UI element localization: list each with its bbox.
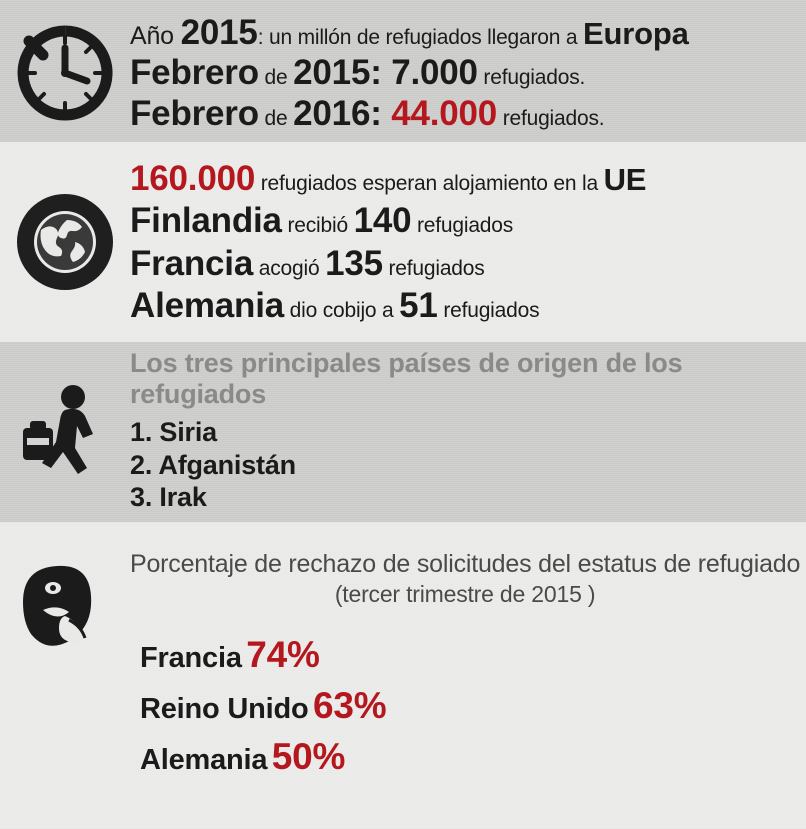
arrivals-text-block <box>130 11 806 134</box>
housing-line-3-part-1: Francia <box>130 243 254 283</box>
globe-icon-container <box>0 192 130 292</box>
housing-line-1-part-2: refugiados esperan alojamiento en la <box>255 172 604 196</box>
band-arrivals <box>0 0 806 142</box>
housing-text-block <box>130 155 806 328</box>
housing-line-4-part-4: refugiados <box>437 298 540 322</box>
rejection-rows <box>130 634 800 778</box>
arrivals-line-1-part-4: Europa <box>583 16 689 52</box>
globe-icon <box>15 192 115 292</box>
origin-text-block <box>130 348 806 516</box>
rejection-country-3: Alemania <box>140 744 268 776</box>
arrivals-line-1 <box>130 14 792 51</box>
origin-item-2: 2. Afganistán <box>130 449 296 480</box>
housing-line-2-part-4: refugiados <box>411 214 514 238</box>
housing-line-2-part-1: Finlandia <box>130 201 282 241</box>
arrivals-line-1-part-3: : un millón de refugiados llegaron a <box>257 26 584 50</box>
band-housing <box>0 142 806 342</box>
housing-line-3 <box>130 245 792 282</box>
arrivals-line-2 <box>130 54 792 91</box>
migrant-icon-container <box>0 380 130 484</box>
housing-line-2-part-3: 140 <box>353 201 412 241</box>
arrivals-line-2-part-3: 2015: 7.000 <box>293 53 478 93</box>
rejection-percent-2: 63% <box>313 685 387 726</box>
arrivals-line-3-part-5: refugiados. <box>497 106 605 130</box>
housing-line-4-part-3: 51 <box>399 285 438 325</box>
rejection-country-1: Francia <box>140 642 242 674</box>
rejection-text-block <box>130 550 806 787</box>
rejection-row-2 <box>130 685 800 727</box>
rejection-subtitle: (tercer trimestre de 2015 ) <box>334 581 596 607</box>
origin-item-1: 1. Siria <box>130 417 217 448</box>
origin-item-3: 3. Irak <box>130 482 207 513</box>
arrivals-line-3-part-3: 2016: <box>293 93 392 133</box>
asylum-seeker-icon-container <box>0 550 130 654</box>
migrant-icon <box>17 380 113 484</box>
clock-icon <box>13 21 117 125</box>
housing-line-3-part-4: refugiados <box>382 256 485 280</box>
rejection-percent-3: 50% <box>271 736 346 777</box>
band-rejection-rates <box>0 522 806 829</box>
housing-line-1-part-3: UE <box>603 162 647 198</box>
arrivals-line-2-part-1: Febrero <box>130 53 259 93</box>
arrivals-line-1-part-1: Año <box>130 22 181 51</box>
arrivals-line-3-part-2: de <box>258 106 294 130</box>
rejection-percent-1: 74% <box>246 634 320 675</box>
arrivals-line-2-part-4: refugiados. <box>477 66 586 90</box>
arrivals-line-3-part-4: 44.000 <box>391 93 498 133</box>
asylum-seeker-icon <box>13 558 117 654</box>
housing-line-2-part-2: recibió <box>281 214 354 238</box>
rejection-title: Porcentaje de rechazo de solicitudes del estatus de refugiado <box>130 550 801 578</box>
housing-line-4-part-1: Alemania <box>130 285 285 325</box>
housing-line-1 <box>130 160 792 197</box>
housing-line-1-part-1: 160.000 <box>130 159 256 199</box>
housing-line-3-part-2: acogió <box>253 256 326 280</box>
arrivals-line-3-part-1: Febrero <box>130 93 259 133</box>
arrivals-line-1-part-2: 2015 <box>180 13 258 53</box>
band-origin-countries <box>0 342 806 522</box>
origin-heading: Los tres principales países de origen de los refugiados <box>130 348 683 410</box>
housing-line-3-part-3: 135 <box>325 243 383 283</box>
clock-icon-container <box>0 21 130 125</box>
rejection-row-3 <box>130 736 800 778</box>
housing-line-4 <box>130 287 792 324</box>
rejection-country-2: Reino Unido <box>140 693 309 725</box>
housing-line-4-part-2: dio cobijo a <box>284 298 400 322</box>
rejection-row-1 <box>130 634 800 676</box>
arrivals-line-3 <box>130 95 792 132</box>
arrivals-line-2-part-2: de <box>258 66 294 90</box>
housing-line-2 <box>130 202 792 239</box>
